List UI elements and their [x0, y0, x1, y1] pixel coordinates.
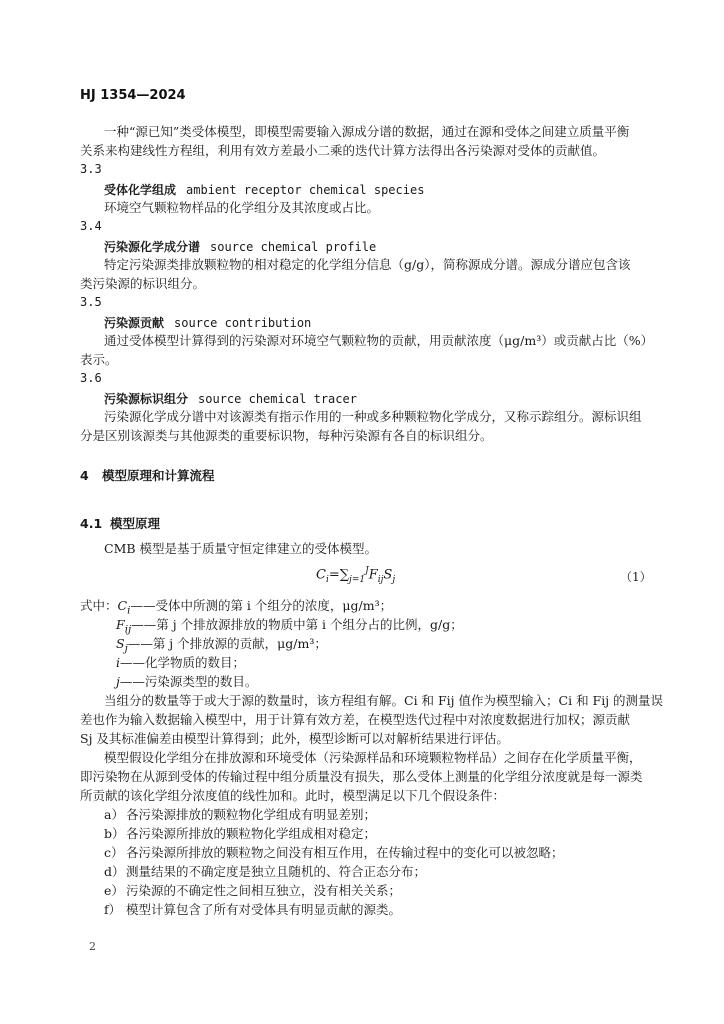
symbol-s-sub: j: [124, 642, 128, 655]
list-item: [104, 826, 376, 841]
list-item: [104, 883, 401, 898]
where-s: [116, 636, 327, 657]
symbol-j: j: [116, 674, 120, 689]
list-item: [104, 864, 426, 879]
list-item-text: 模型计算包含了所有对受体具有明显贡献的源类。: [126, 902, 402, 917]
i-description: ——化学物质的数目；: [120, 655, 246, 670]
c-description: ——受体中所测的第 i 个组分的浓度，μg/m³；: [130, 598, 393, 613]
formula-s-sub: j: [392, 574, 396, 585]
clause-3-4-number: 3.4: [80, 219, 102, 233]
assume-line-1: 模型假设化学组分在排放源和环境受体（污染源样品和环境颗粒物样品）之间存在化学质量平衡，: [104, 750, 642, 765]
list-item-text: 测量结果的不确定度是独立且随机的、符合正态分布；: [126, 864, 427, 879]
clause-3-5-term: [104, 314, 311, 331]
where-c: [80, 598, 392, 619]
term-en: source contribution: [174, 316, 312, 330]
where-f: [116, 617, 463, 638]
symbol-s: S: [116, 636, 125, 651]
solve-line-2: 差也作为输入数据输入模型中，用于计算有效方差，在模型迭代过程中对浓度数据进行加权；源贡献: [80, 712, 631, 727]
list-item-label: b）: [104, 826, 125, 841]
term-cn: 污染源贡献: [104, 316, 165, 330]
f-description: ——第 j 个排放源排放的物质中第 i 个组分占的比例，g/g；: [131, 617, 463, 632]
term-cn: 污染源化学成分谱: [104, 240, 201, 254]
assume-line-2: 即污染物在从源到受体的传输过程中组分质量没有损失，那么受体上测量的化学组分浓度就是每一源类: [80, 769, 643, 784]
list-item-text: 各污染源排放的颗粒物化学组成有明显差别；: [126, 807, 377, 822]
s-description: ——第 j 个排放源的贡献，μg/m³；: [127, 636, 327, 651]
section-number: 4.1: [80, 516, 103, 531]
term-en: source chemical profile: [210, 240, 377, 254]
intro-line-2: 关系来构建线性方程组，利用有效方差最小二乘的迭代计算方法得出各污染源对受体的贡献值。: [80, 143, 606, 158]
formula-lhs-sub: i: [325, 574, 329, 585]
equation-number: （1）: [620, 570, 652, 584]
solve-line-1: 当组分的数量等于或大于源的数量时，该方程组有解。Ci 和 Fij 值作为模型输入；Ci 和 Fij 的测量误: [104, 693, 664, 708]
list-item-label: e）: [104, 883, 124, 898]
term-en: source chemical tracer: [198, 392, 357, 406]
clause-3-6-definition-1: 污染源化学成分谱中对该源类有指示作用的一种或多种颗粒物化学成分，又称示踪组分。源标识组: [104, 409, 642, 424]
formula-f: F: [368, 567, 378, 583]
clause-3-3-number: 3.3: [80, 162, 102, 176]
list-item-text: 各污染源所排放的颗粒物化学组成相对稳定；: [126, 826, 377, 841]
symbol-c-sub: i: [127, 604, 131, 617]
section-title: 模型原理: [110, 516, 161, 531]
solve-line-3: Sj 及其标准偏差由模型计算得到；此外，模型诊断可以对解析结果进行评估。: [80, 731, 509, 746]
list-item: [104, 845, 564, 860]
clause-3-4-definition-2: 类污染源的标识组分。: [80, 276, 206, 291]
clause-3-4-term: [104, 238, 376, 255]
symbol-c: C: [117, 598, 128, 613]
list-item-text: 污染源的不确定性之间相互独立，没有相关关系；: [126, 883, 402, 898]
formula-s: S: [383, 567, 393, 583]
symbol-f-sub: ij: [124, 623, 132, 636]
list-item-label: a）: [104, 807, 124, 822]
j-description: ——污染源类型的数目。: [119, 674, 258, 689]
formula-f-sub: ij: [377, 574, 384, 585]
term-cn: 受体化学组成: [104, 183, 177, 197]
clause-3-5-number: 3.5: [80, 295, 102, 309]
formula-1: [316, 566, 395, 585]
assume-line-3: 所贡献的该化学组分浓度值的线性加和。此时，模型满足以下几个假设条件：: [80, 788, 506, 803]
term-cn: 污染源标识组分: [104, 392, 189, 406]
list-item-label: c）: [104, 845, 124, 860]
section-4-1-heading: [80, 514, 160, 532]
list-item: [104, 902, 401, 917]
cmb-intro: CMB 模型是基于质量守恒定律建立的受体模型。: [104, 541, 378, 556]
formula-sum-sub: j=1: [349, 574, 366, 585]
clause-3-3-term: [104, 181, 424, 198]
section-4-heading: [80, 466, 215, 484]
clause-3-4-definition-1: 特定污染源类排放颗粒物的相对稳定的化学组分信息（g/g），简称源成分谱。源成分谱应包含该: [104, 257, 631, 272]
symbol-i: i: [116, 655, 120, 670]
page-number: 2: [89, 940, 96, 953]
clause-3-5-definition-1: 通过受体模型计算得到的污染源对环境空气颗粒物的贡献，用贡献浓度（μg/m³）或贡献占比（%）: [104, 333, 654, 348]
where-i: [116, 655, 245, 670]
list-item-label: d）: [104, 864, 125, 879]
intro-line-1: 一种“源已知”类受体模型，即模型需要输入源成分谱的数据，通过在源和受体之间建立质量平衡: [104, 124, 630, 139]
symbol-f: F: [116, 617, 125, 632]
clause-3-6-term: [104, 390, 357, 407]
list-item-label: f）: [104, 902, 122, 917]
term-en: ambient receptor chemical species: [186, 183, 425, 197]
clause-3-6-number: 3.6: [80, 371, 102, 385]
list-item-text: 各污染源所排放的颗粒物之间没有相互作用，在传输过程中的变化可以被忽略；: [126, 845, 564, 860]
where-j: [116, 674, 257, 689]
clause-3-6-definition-2: 分是区别该源类与其他源类的重要标识物，每种污染源有各自的标识组分。: [80, 428, 493, 443]
formula-sum-sign: =∑: [328, 567, 350, 583]
formula-lhs: C: [316, 567, 326, 583]
formula-sum-sup: J: [365, 566, 369, 576]
clause-3-3-definition: 环境空气颗粒物样品的化学组分及其浓度或占比。: [104, 200, 380, 215]
section-number: 4: [80, 468, 89, 483]
clause-3-5-definition-2: 表示。: [80, 352, 118, 367]
list-item: [104, 807, 376, 822]
standard-code-header: HJ 1354—2024: [80, 88, 186, 103]
section-title: 模型原理和计算流程: [102, 468, 215, 483]
where-lead: 式中：: [80, 598, 118, 613]
